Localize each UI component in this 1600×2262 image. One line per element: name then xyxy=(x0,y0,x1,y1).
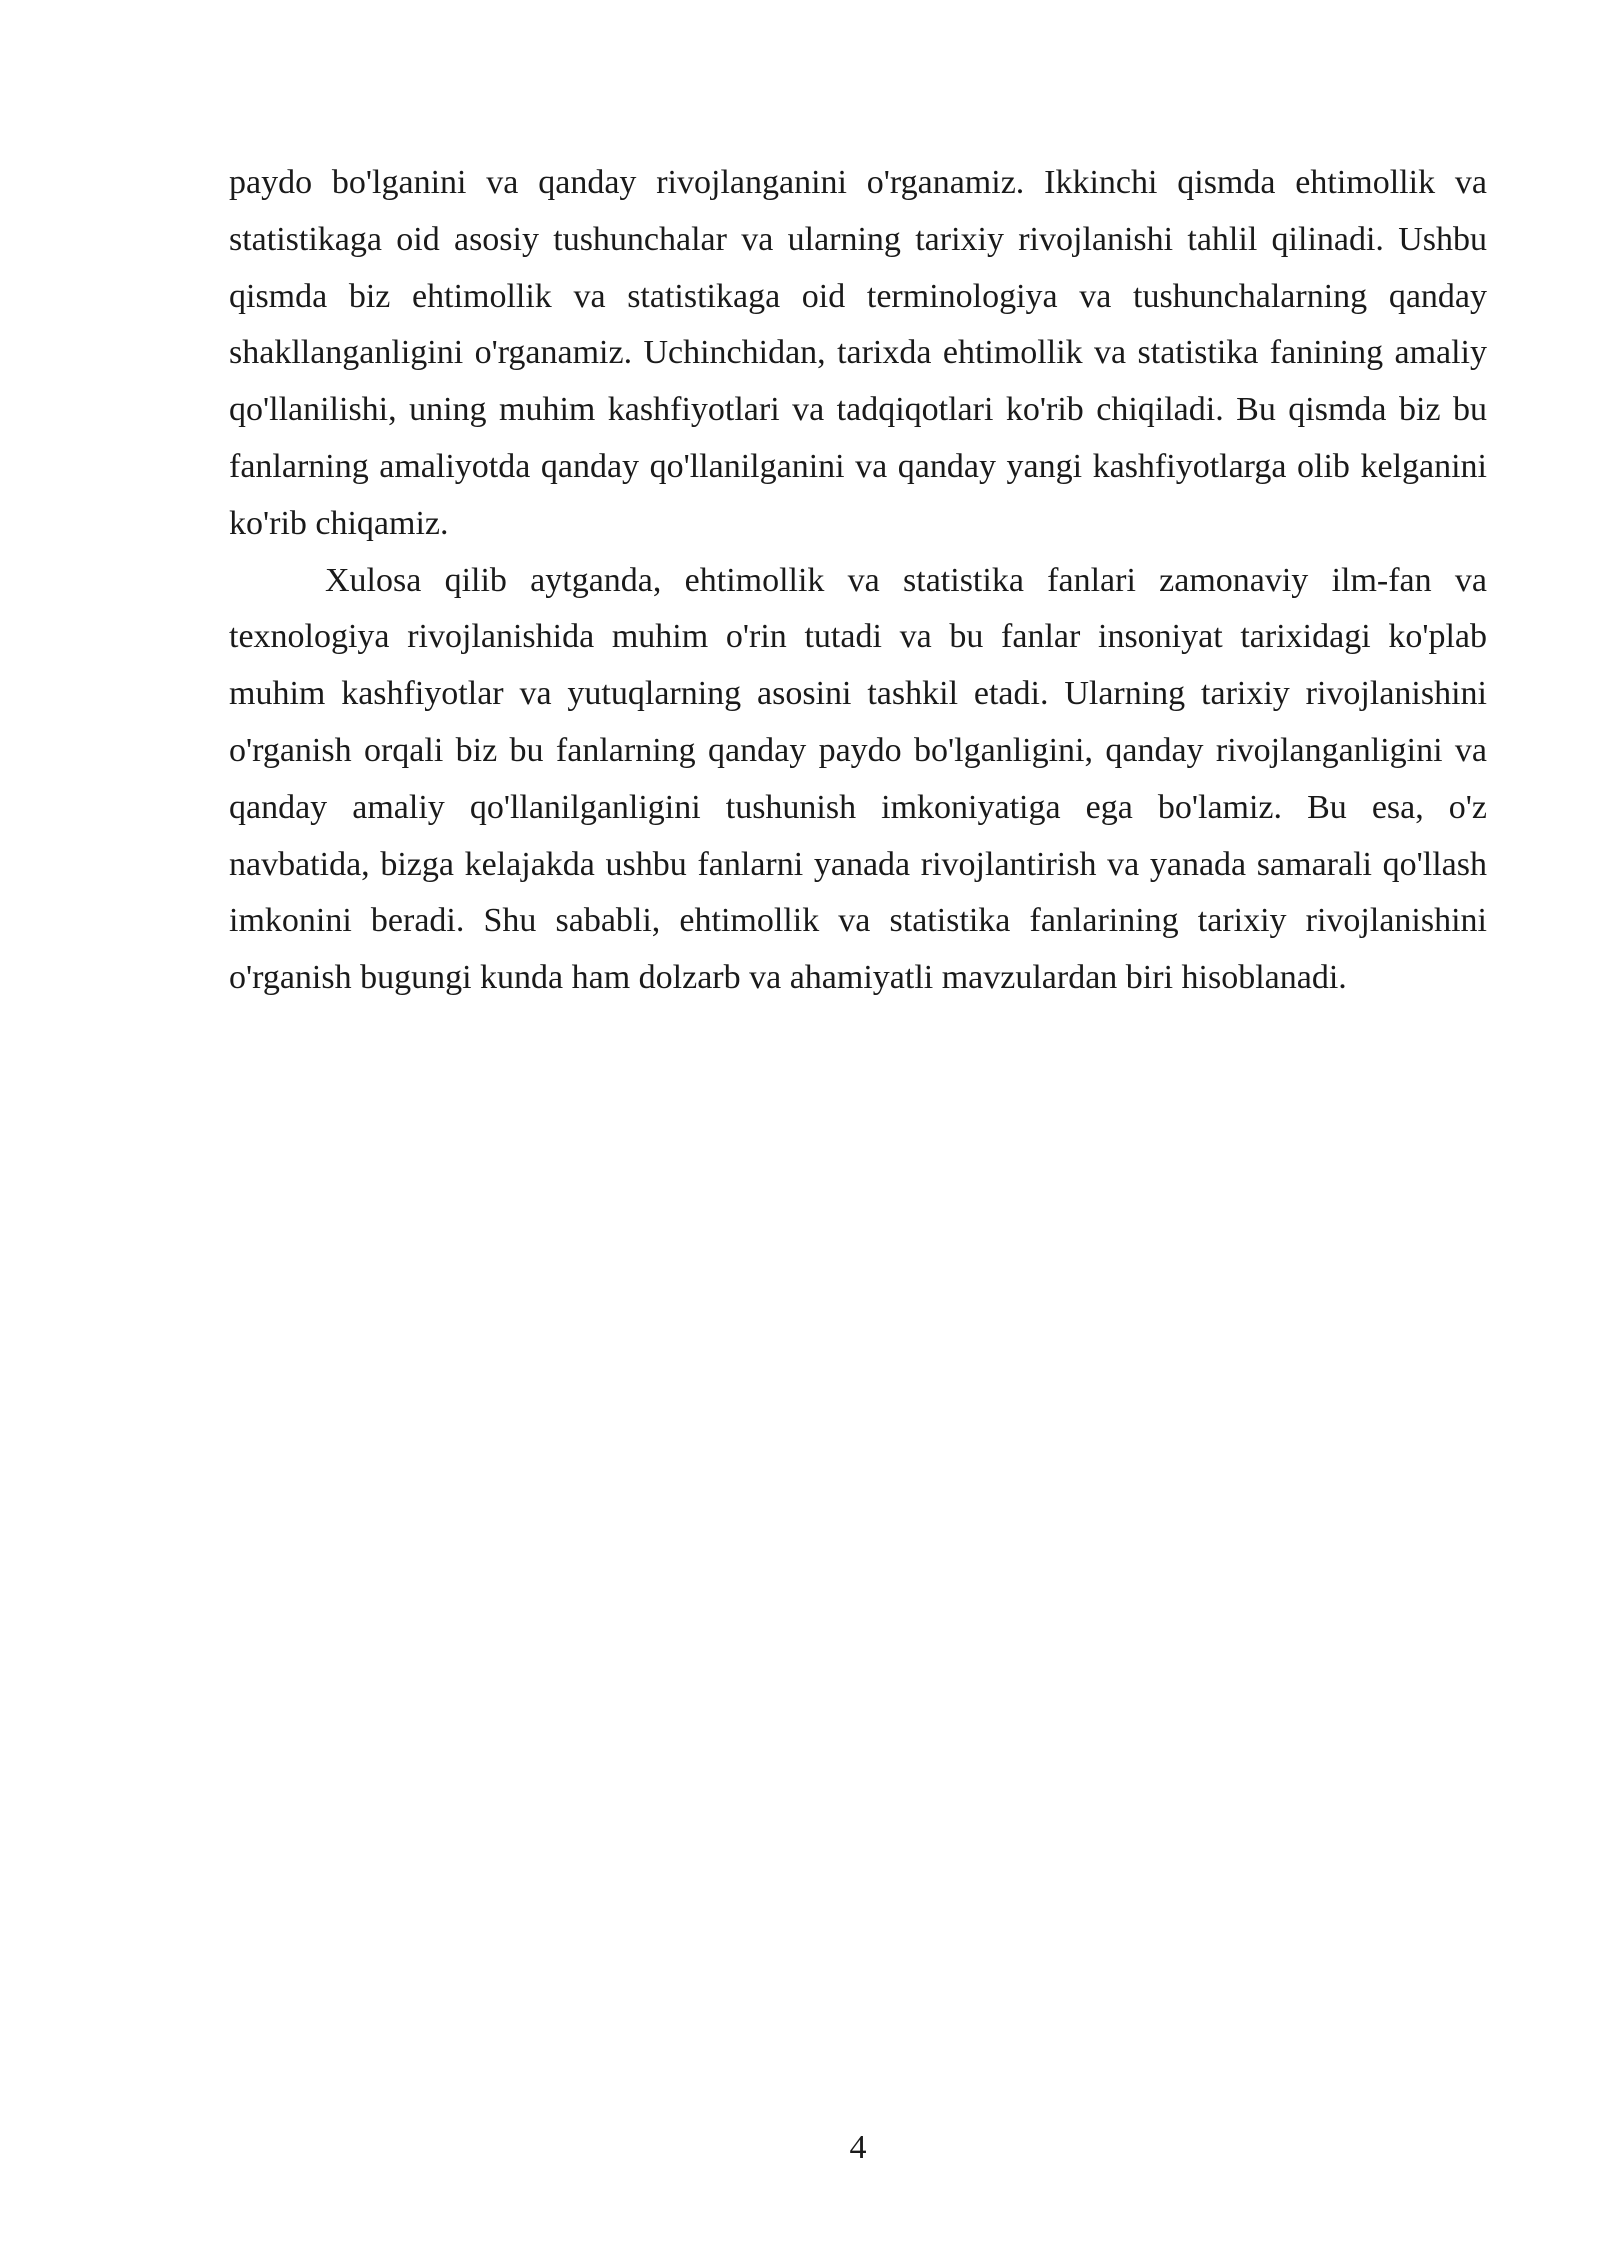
paragraph-conclusion: Xulosa qilib aytganda, ehtimollik va statistika fanlari zamonaviy ilm-fan va texnologiya rivojlanishida muhim o'rin tutadi va bu fanlar insoniyat tarixidagi ko'plab muhim kashfiyotlar va yutuqlarning asosini tashkil etadi. Ularning tarixiy rivojlanishini o'rganish orqali biz bu fanlarning qanday paydo bo'lganligini, qanday rivojlanganligini va qanday amaliy qo'llanilganligini tushunish imkoniyatiga ega bo'lamiz. Bu esa, o'z navbatida, bizga kelajakda ushbu fanlarni yanada rivojlantirish va yanada samarali qo'llash imkonini beradi. Shu sababli, ehtimollik va statistika fanlarining tarixiy rivojlanishini o'rganish bugungi kunda ham dolzarb va ahamiyatli mavzulardan biri hisoblanadi. xyxy=(229,561,1487,997)
body-text xyxy=(229,155,1487,1007)
page-number: 4 xyxy=(849,2129,867,2166)
paragraph-continuation: paydo bo'lganini va qanday rivojlanganini o'rganamiz. Ikkinchi qismda ehtimollik va statistikaga oid asosiy tushunchalar va ularning tarixiy rivojlanishi tahlil qilinadi. Ushbu qismda biz ehtimollik va statistikaga oid terminologiya va tushunchalarning qanday shakllanganligini o'rganamiz. Uchinchidan, tarixda ehtimollik va statistika fanining amaliy qo'llanilishi, uning muhim kashfiyotlari va tadqiqotlari ko'rib chiqiladi. Bu qismda biz bu fanlarning amaliyotda qanday qo'llanilganini va qanday yangi kashfiyotlarga olib kelganini ko'rib chiqamiz. xyxy=(229,164,1487,542)
